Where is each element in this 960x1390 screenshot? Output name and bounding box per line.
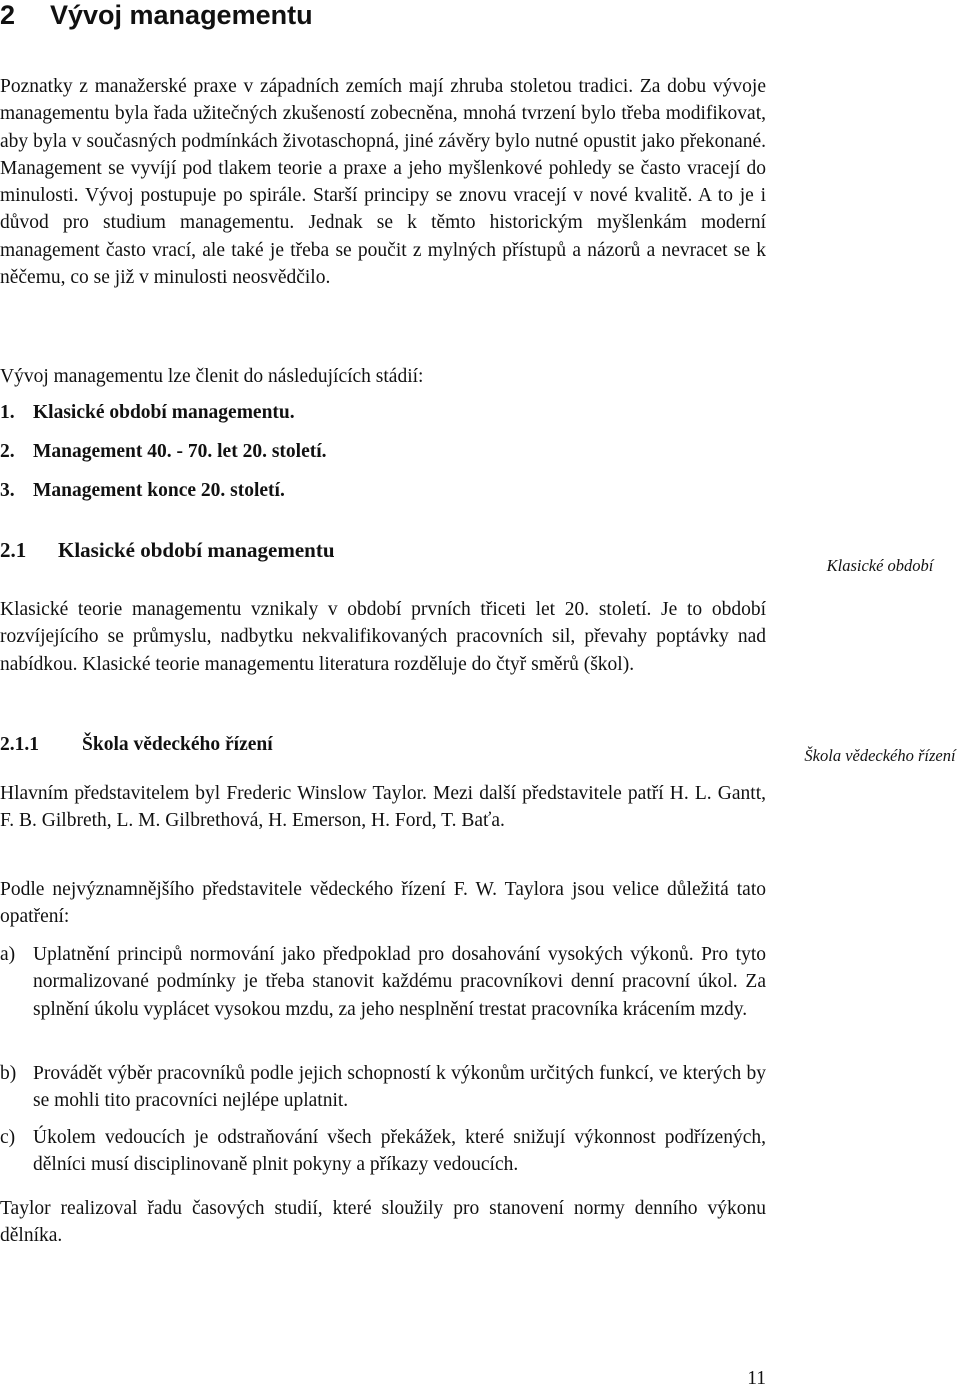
stage-item-1 xyxy=(0,399,295,426)
intro-paragraph: Poznatky z manažerské praxe v západních zemích mají zhruba stoletou tradici. Za dobu vývoje managementu byla řada užitečných zkušeností zobecněna, mnohá tvrzení bylo třeba modifikovat, aby byla v současných podmínkách životaschopná, jiné závěry bylo nutné opustit jako překonané. Management se vyvíjí pod tlakem teorie a praxe a jeho myšlenkové pohledy se často vracejí do minulosti. Vývoj postupuje po spirále. Starší principy se znovu vracejí v nové kvalitě. A to je i důvod pro studium managementu. Jednak se k těmto historickým myšlenkám moderní management často vrací, ale také je třeba se poučit z mylných přístupů a názorů a nevracet se k něčemu, co se již v minulosti neosvědčilo. xyxy=(0,76,766,289)
chapter-title: Vývoj managementu xyxy=(50,0,313,30)
subsection-number: 2.1.1 xyxy=(0,734,39,755)
margin-note-scientific-management: Škola vědeckého řízení xyxy=(804,746,956,765)
measure-text: Úkolem vedoucích je odstraňování všech překážek, které snižují výkonnost podřízených, dělníci musí disciplinovaně plnit pokyny a příkazy vedoucích. xyxy=(33,1127,766,1176)
measure-text: Uplatnění principů normování jako předpoklad pro dosahování vysokých výkonů. Pro tyto normalizované podmínky je třeba stanovit každému pracovníkovi denní pracovní úkol. Za splnění úkolu vyplácet vysokou mzdu, za jeho nesplnění trestat pracovníka krácením mzdy. xyxy=(33,944,766,1020)
chapter-number: 2 xyxy=(0,0,16,30)
stage-text: Management konce 20. století. xyxy=(33,480,285,501)
section-2-1-1-paragraph-1: Hlavním představitelem byl Frederic Winslow Taylor. Mezi další představitele patří H. L. Gantt, F. B. Gilbreth, L. M. Gilbrethová, H. Emerson, H. Ford, T. Baťa. xyxy=(0,783,766,832)
measure-item-c xyxy=(0,1124,766,1179)
section-2-1-1-paragraph-3: Taylor realizoval řadu časových studií, které sloužily pro stanovení normy denního výkonu dělníka. xyxy=(0,1198,766,1247)
measure-label: b) xyxy=(0,1063,17,1084)
stage-text: Klasické období managementu. xyxy=(33,402,295,423)
section-heading-2-1-1 xyxy=(0,731,273,758)
measure-label: c) xyxy=(0,1127,16,1148)
stage-number: 3. xyxy=(0,480,15,501)
subsection-title: Škola vědeckého řízení xyxy=(82,734,273,755)
section-2-1-paragraph: Klasické teorie managementu vznikaly v období prvních třiceti let 20. století. Je to období rozvíjejícího se průmyslu, nadbytku nekvalifikovaných pracovních sil, převahy poptávky nad nabídkou. Klasické teorie managementu literatura rozděluje do čtyř směrů (škol). xyxy=(0,599,766,675)
stage-number: 2. xyxy=(0,441,15,462)
page-number: 11 xyxy=(747,1368,766,1389)
chapter-heading xyxy=(0,0,313,30)
margin-note-classic-period: Klasické období xyxy=(826,556,934,575)
section-title: Klasické období managementu xyxy=(58,538,335,562)
stage-number: 1. xyxy=(0,402,15,423)
section-heading-2-1 xyxy=(0,537,335,564)
measure-label: a) xyxy=(0,944,16,965)
stage-item-2 xyxy=(0,438,327,465)
measure-item-a xyxy=(0,941,766,1023)
stages-intro: Vývoj managementu lze členit do následujících stádií: xyxy=(0,366,424,387)
measure-item-b xyxy=(0,1060,766,1115)
measure-text: Provádět výběr pracovníků podle jejich schopností k výkonům určitých funkcí, ve kterých by se mohli tito pracovníci nejlépe uplatnit. xyxy=(33,1063,766,1112)
stage-text: Management 40. - 70. let 20. století. xyxy=(33,441,327,462)
section-2-1-1-paragraph-2: Podle nejvýznamnějšího představitele vědeckého řízení F. W. Taylora jsou velice důležitá tato opatření: xyxy=(0,879,766,928)
section-number: 2.1 xyxy=(0,538,27,562)
stage-item-3 xyxy=(0,477,285,504)
